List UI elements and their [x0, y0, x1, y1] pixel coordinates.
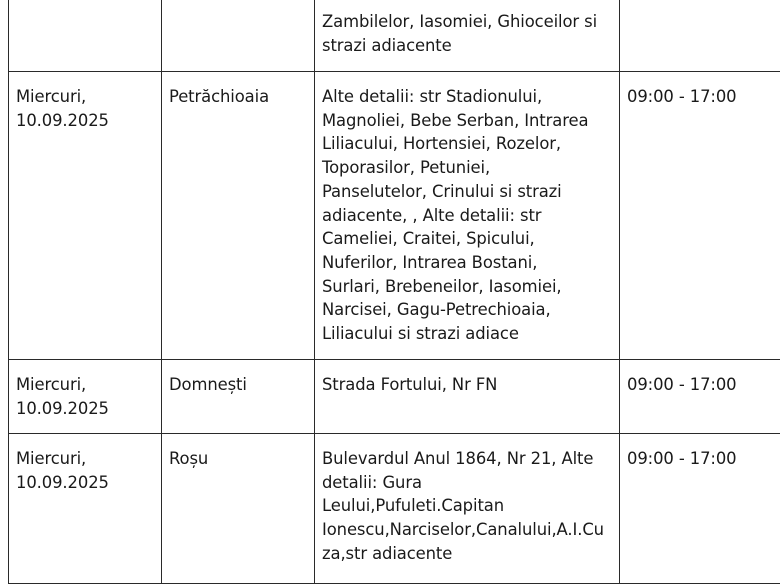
details-line: detalii: Gura — [322, 472, 422, 492]
details-cell — [315, 0, 620, 72]
outage-schedule-table-wrapper — [8, 0, 780, 584]
details-line: Bulevardul Anul 1864, Nr 21, Alte — [322, 449, 594, 468]
day-cell — [9, 0, 162, 72]
details-line: Nuferilor, Intrarea Bostani, — [322, 252, 538, 272]
interval-cell: 09:00 - 17:00 — [620, 360, 780, 434]
day-cell — [9, 72, 162, 360]
locality-cell: Petrăchioaia — [162, 72, 315, 360]
interval-cell — [620, 0, 780, 72]
details-line: Liliacului, Hortensiei, Rozelor, — [322, 134, 561, 154]
day-name: Miercuri, — [16, 87, 87, 106]
details-line: Ionescu,Narciselor,Canalului,A.I.Cu — [322, 520, 604, 540]
interval-cell: 09:00 - 17:00 — [620, 72, 780, 360]
details-line: Panselutelor, Crinului si strazi — [322, 181, 562, 201]
details-line: Leului,Pufuleti.Capitan — [322, 496, 504, 516]
details-cell — [315, 72, 620, 360]
details-line: Liliacului si strazi adiace — [322, 324, 519, 344]
day-cell — [9, 360, 162, 434]
details-line: strazi adiacente — [322, 35, 452, 55]
day-name: Miercuri, — [16, 449, 87, 468]
details-line: Cameliei, Craitei, Spicului, — [322, 229, 535, 249]
details-line: Magnoliei, Bebe Serban, Intrarea — [322, 110, 589, 130]
details-line: za,str adiacente — [322, 543, 453, 563]
details-cell — [315, 434, 620, 584]
table-row — [9, 0, 780, 72]
details-line: Strada Fortului, Nr FN — [322, 375, 498, 394]
details-line: Narcisei, Gagu-Petrechioaia, — [322, 300, 551, 320]
day-date: 10.09.2025 — [16, 398, 109, 418]
details-line: Toporasilor, Petuniei, — [322, 158, 491, 178]
locality-cell: Domnești — [162, 360, 315, 434]
details-line: Surlari, Brebeneilor, Iasomiei, — [322, 276, 562, 296]
details-line: Zambilelor, Iasomiei, Ghioceilor si — [322, 12, 598, 31]
day-date: 10.09.2025 — [16, 110, 109, 130]
details-line: adiacente, , Alte detalii: str — [322, 205, 542, 225]
table-row — [9, 434, 780, 584]
day-date: 10.09.2025 — [16, 472, 109, 492]
details-line: Alte detalii: str Stadionului, — [322, 87, 543, 106]
table-row — [9, 72, 780, 360]
locality-cell: Roșu — [162, 434, 315, 584]
locality-cell — [162, 0, 315, 72]
day-cell — [9, 434, 162, 584]
outage-schedule-table — [8, 0, 780, 584]
table-body — [9, 0, 780, 584]
interval-cell: 09:00 - 17:00 — [620, 434, 780, 584]
table-row — [9, 360, 780, 434]
details-cell — [315, 360, 620, 434]
day-name: Miercuri, — [16, 375, 87, 394]
